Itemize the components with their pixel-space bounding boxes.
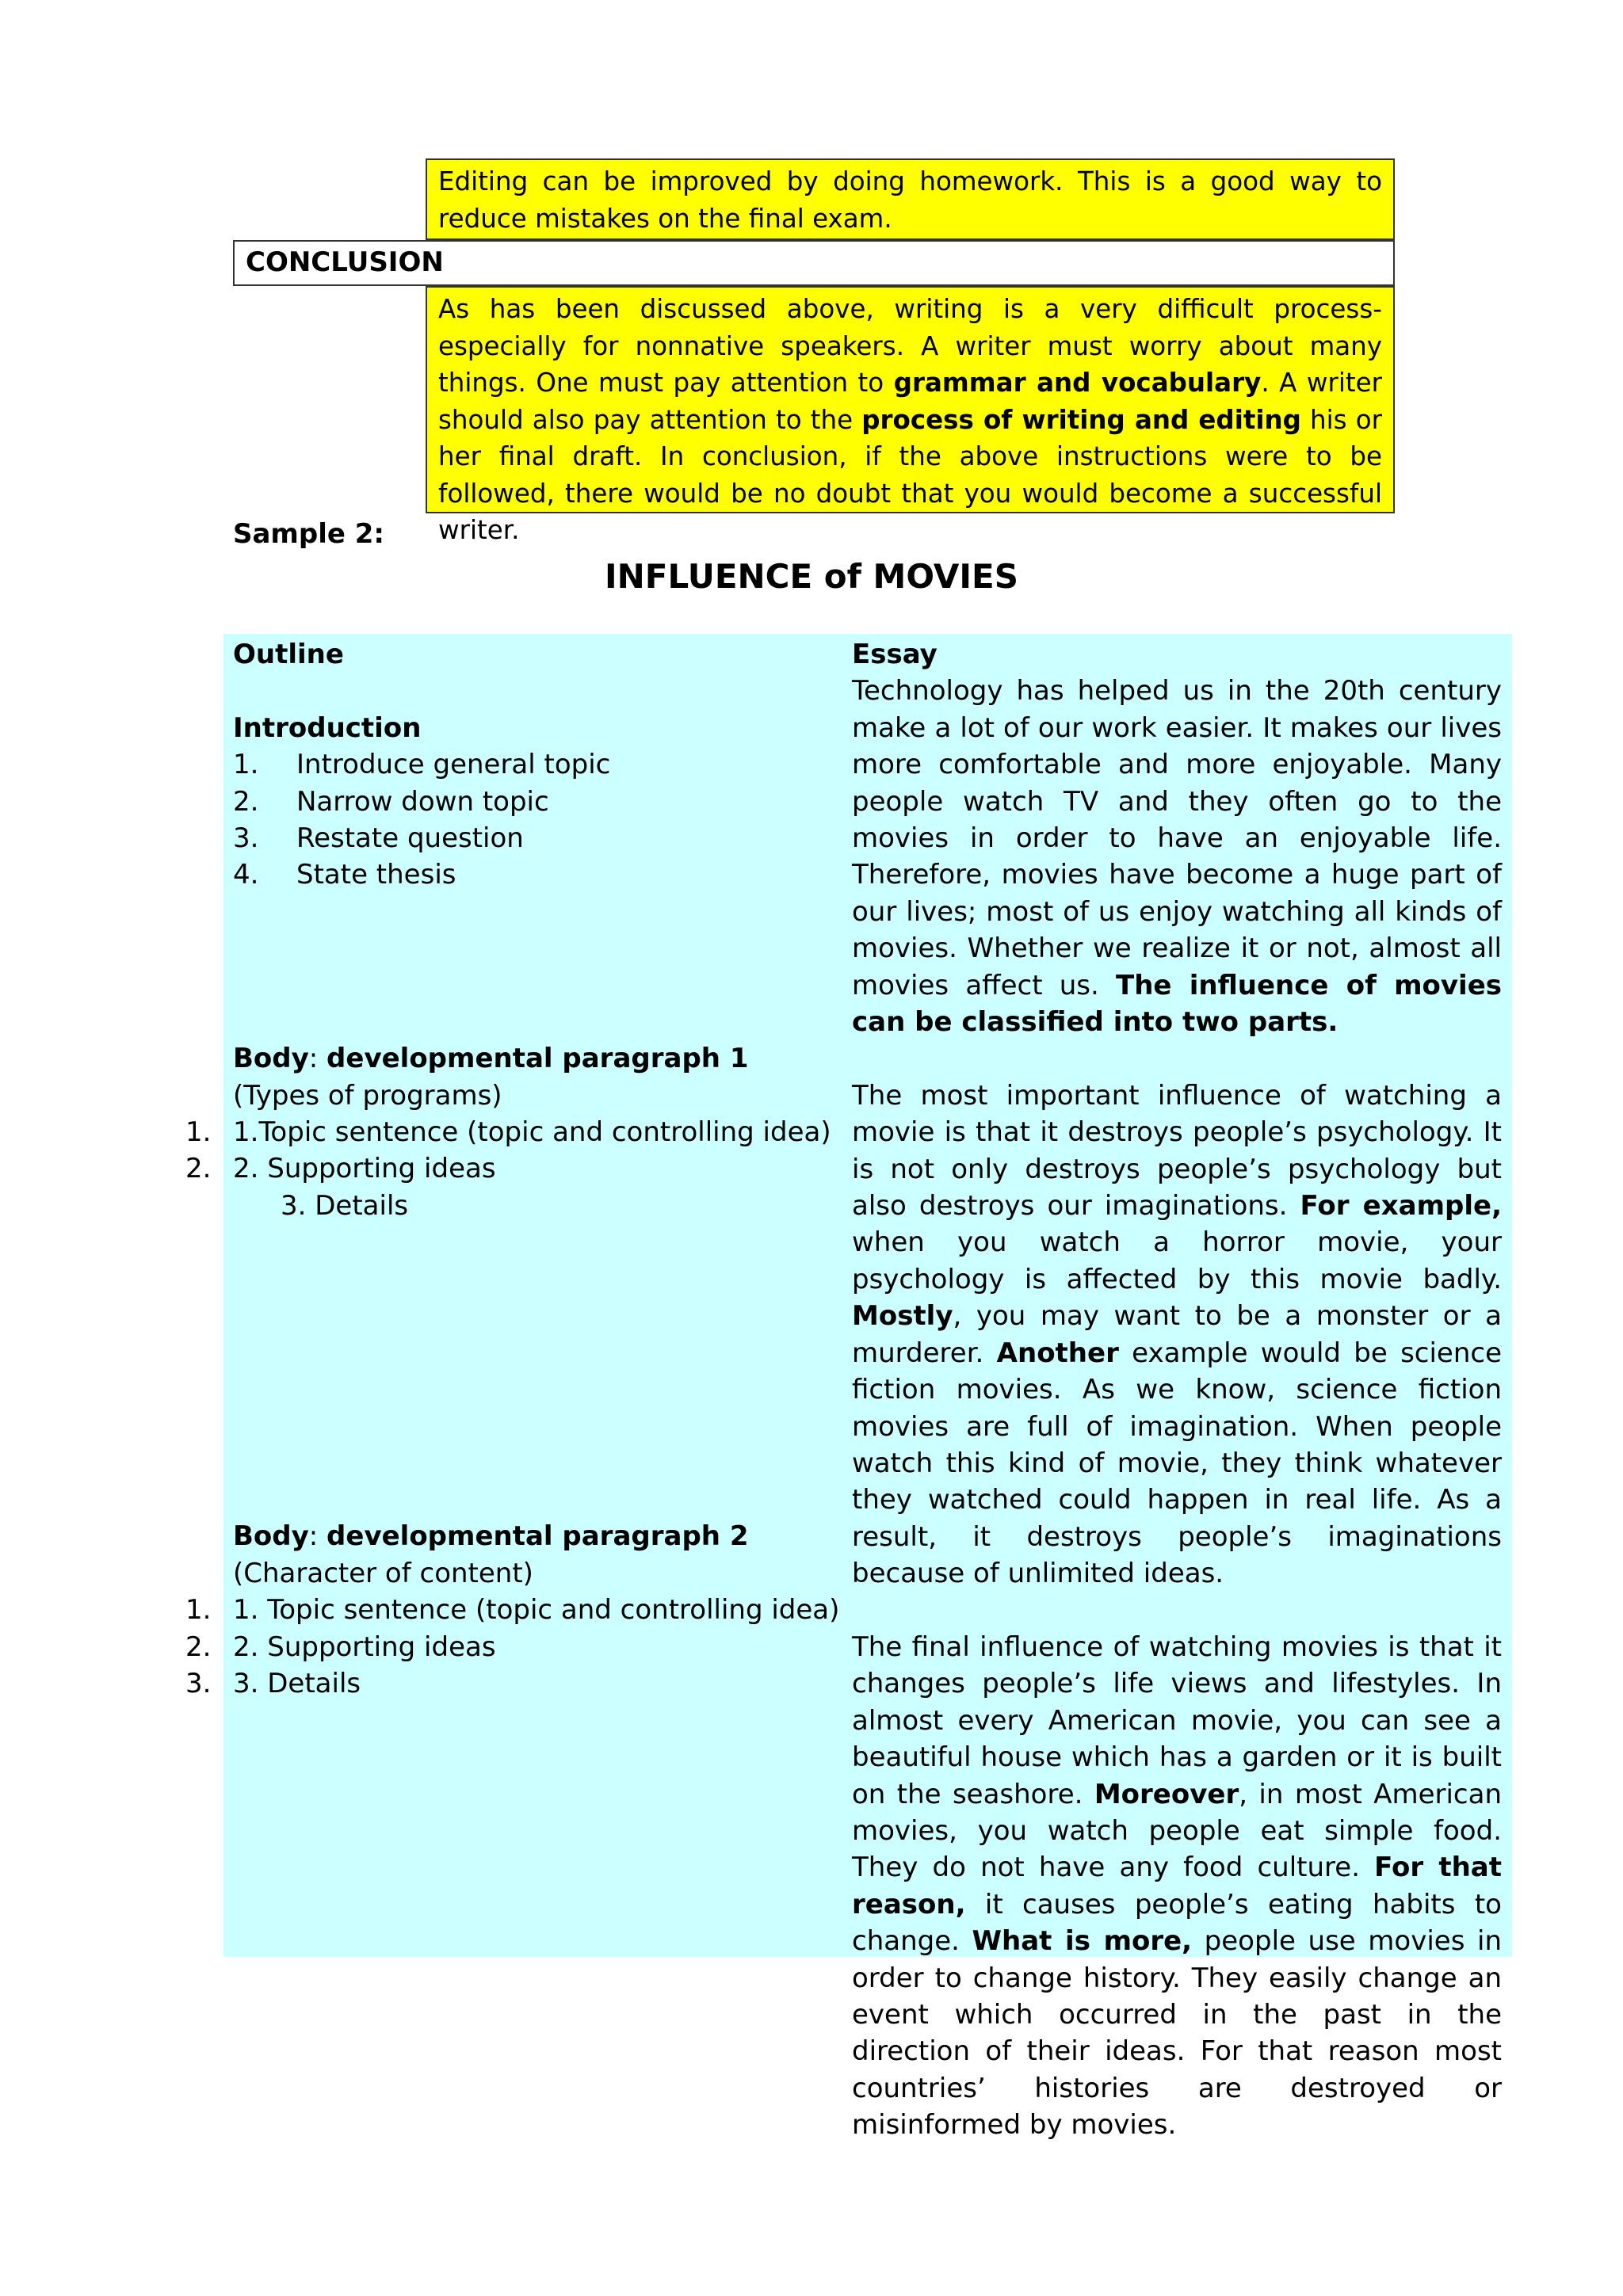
line-text: 2. Supporting ideas bbox=[233, 1153, 496, 1185]
text: example would be science fiction movies. As we know, science fiction movies are full of imagination. When people watch this kind of movie, they think whatever they watched could happen in real life. As a result, it destroys people’s imaginations because of unlimited ideas. bbox=[852, 1337, 1502, 1590]
bold-text: Another bbox=[996, 1337, 1119, 1369]
spacer bbox=[233, 1298, 835, 1334]
line-text: 3. Details bbox=[281, 1189, 409, 1222]
sample-label: Sample 2: bbox=[233, 518, 385, 550]
body1-heading bbox=[233, 1040, 835, 1077]
bold-text: For example, bbox=[1300, 1190, 1503, 1222]
spacer bbox=[233, 673, 835, 709]
body-heading: developmental paragraph 2 bbox=[327, 1520, 749, 1553]
body-heading: developmental paragraph 1 bbox=[327, 1043, 749, 1075]
text: when you watch a horror movie, your psychology is affected by this movie badly. bbox=[852, 1226, 1502, 1295]
intro-item bbox=[233, 784, 835, 820]
spacer bbox=[233, 894, 835, 930]
body1-sub: (Types of programs) bbox=[233, 1079, 502, 1112]
bold-text: Mostly bbox=[852, 1300, 953, 1333]
conclusion-text-2: . A writer should also pay attention to the bbox=[438, 368, 1382, 435]
bold-text: For that reason, bbox=[852, 1852, 1502, 1920]
spacer bbox=[233, 1334, 835, 1371]
text: it causes people’s eating habits to change. bbox=[852, 1888, 1502, 1958]
top-box-text: Editing can be improved by doing homework. This is a good way to reduce mistakes on the final exam. bbox=[438, 166, 1382, 234]
intro-item bbox=[233, 820, 835, 856]
text: , in most American movies, you watch people eat simple food. They do not have any food culture. bbox=[852, 1778, 1502, 1884]
essay-paragraph-3 bbox=[852, 1629, 1502, 2144]
body2-line bbox=[185, 1665, 835, 1702]
line-text: 3. Details bbox=[233, 1667, 361, 1699]
body-label: Body bbox=[233, 1520, 309, 1553]
spacer bbox=[233, 1224, 835, 1261]
spacer bbox=[233, 1482, 835, 1518]
text: Technology has helped us in the 20th century make a lot of our work easier. It makes our lives more comfortable and more enjoyable. Many people watch TV and they often go to the movies in order to have an enjoyable life. Therefore, movies have become a huge part of our lives; most of us enjoy watching all kinds of movies. Whether we realize it or not, almost all movies affect us. bbox=[852, 675, 1502, 1001]
bold-text: The influence of movies can be classified into two parts. bbox=[852, 969, 1502, 1039]
essay-paragraph-2 bbox=[852, 1077, 1502, 1592]
side-number: 2. bbox=[185, 1153, 212, 1185]
item-text: Narrow down topic bbox=[296, 785, 549, 818]
outline-column bbox=[185, 636, 840, 1702]
item-number: 3. bbox=[233, 822, 259, 854]
page-title: INFLUENCE of MOVIES bbox=[604, 557, 1018, 596]
text: people use movies in order to change history. They easily change an event which occurred in the past in the direction of their ideas. For that reason most countries’ histories are destroyed or misinformed by movies. bbox=[852, 1925, 1502, 2142]
body1-line bbox=[233, 1188, 835, 1224]
line-text: 1.Topic sentence (topic and controlling idea) bbox=[233, 1116, 831, 1149]
conclusion-bold-1: grammar and vocabulary bbox=[893, 368, 1262, 398]
item-text: Introduce general topic bbox=[296, 749, 611, 781]
line-text: 1. Topic sentence (topic and controlling idea) bbox=[233, 1594, 840, 1627]
conclusion-text-1: As has been discussed above, writing is a very difficult process-especially for nonnative speakers. A writer must worry about many things. One must pay attention to bbox=[438, 294, 1382, 398]
item-number: 4. bbox=[233, 859, 259, 891]
side-number: 1. bbox=[185, 1116, 212, 1149]
intro-item bbox=[233, 746, 835, 783]
separator: : bbox=[308, 1043, 327, 1075]
top-highlight-box bbox=[426, 158, 1395, 240]
spacer bbox=[233, 1445, 835, 1482]
conclusion-bold-2: process of writing and editing bbox=[861, 404, 1301, 435]
essay-paragraph-1 bbox=[852, 673, 1502, 1040]
spacer bbox=[233, 1371, 835, 1408]
conclusion-text-3: his or her final draft. In conclusion, if the above instructions were to be followed, there would be no doubt that you would become a successful writer. bbox=[438, 404, 1382, 545]
side-number: 3. bbox=[185, 1667, 212, 1699]
item-number: 2. bbox=[233, 785, 259, 818]
spacer bbox=[233, 1261, 835, 1298]
item-number: 1. bbox=[233, 749, 259, 781]
body2-line bbox=[185, 1592, 840, 1628]
text: , you may want to be a monster or a murderer. bbox=[852, 1300, 1502, 1369]
line-text: 2. Supporting ideas bbox=[233, 1630, 496, 1663]
text: The final influence of watching movies is that it changes people’s life views and lifestyles. In almost every American movie, you can see a beautiful house which has a garden or it is built on the seashore. bbox=[852, 1630, 1502, 1810]
outline-heading: Outline bbox=[233, 639, 344, 670]
separator: : bbox=[308, 1520, 327, 1553]
item-text: Restate question bbox=[296, 822, 524, 854]
body1-line bbox=[185, 1114, 835, 1150]
spacer bbox=[233, 930, 835, 967]
spacer bbox=[233, 1408, 835, 1444]
bold-text: What is more, bbox=[972, 1925, 1193, 1958]
conclusion-label: CONCLUSION bbox=[246, 246, 444, 278]
intro-heading: Introduction bbox=[233, 711, 422, 744]
intro-item bbox=[233, 856, 835, 893]
body2-line bbox=[185, 1629, 835, 1665]
body1-line bbox=[185, 1150, 835, 1187]
conclusion-box bbox=[426, 286, 1395, 545]
item-text: State thesis bbox=[296, 859, 456, 891]
essay-heading: Essay bbox=[852, 639, 938, 670]
body2-heading bbox=[233, 1518, 835, 1554]
text: The most important influence of watching a movie is that it destroys people’s psychology. It is not only destroys people’s psychology but also destroys our imaginations. bbox=[852, 1079, 1502, 1222]
spacer bbox=[233, 1004, 835, 1040]
side-number: 2. bbox=[185, 1630, 212, 1663]
bold-text: Moreover bbox=[1094, 1778, 1239, 1810]
essay-column bbox=[852, 636, 1502, 2144]
body-label: Body bbox=[233, 1043, 309, 1075]
side-number: 1. bbox=[185, 1594, 212, 1627]
body2-sub: (Character of content) bbox=[233, 1557, 533, 1589]
spacer bbox=[233, 967, 835, 1004]
